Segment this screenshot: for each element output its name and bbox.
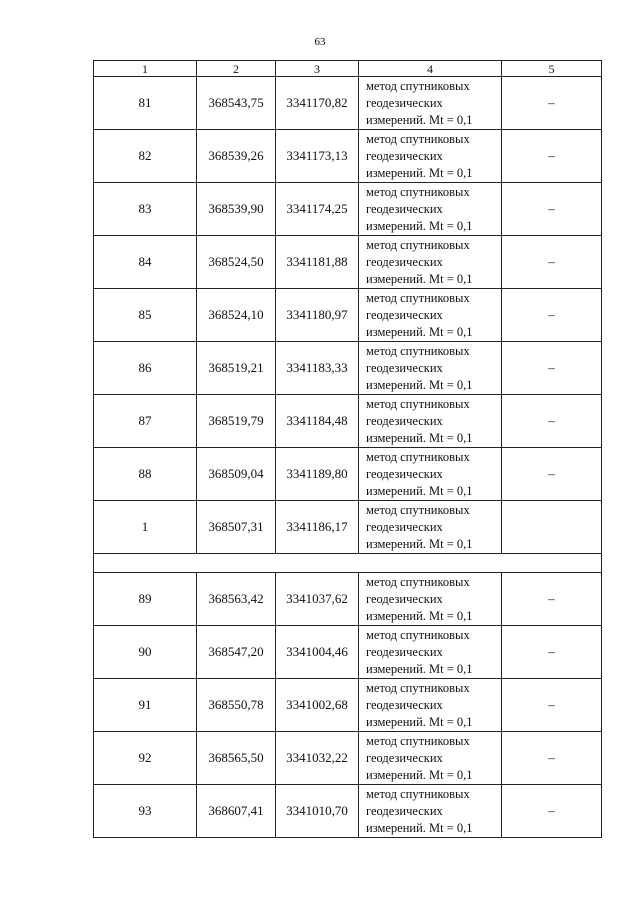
column-header: 3 xyxy=(276,61,359,77)
point-number-cell: 84 xyxy=(94,236,197,289)
method-text-line: измерений. Mt = 0,1 xyxy=(366,377,473,392)
coordinates-table xyxy=(93,60,602,838)
method-text-line: метод спутниковых xyxy=(366,78,470,93)
method-text-line: измерений. Mt = 0,1 xyxy=(366,218,473,233)
x-coordinate-cell: 368509,04 xyxy=(197,448,276,501)
method-text-line: геодезических xyxy=(366,254,443,269)
method-text-line: метод спутниковых xyxy=(366,131,470,146)
method-text-line: измерений. Mt = 0,1 xyxy=(366,820,473,835)
x-coordinate-cell: 368547,20 xyxy=(197,626,276,679)
separator-cell xyxy=(94,554,602,573)
method-text-line: метод спутниковых xyxy=(366,786,470,801)
note-cell: – xyxy=(502,236,602,289)
table-row xyxy=(94,732,602,785)
method-cell xyxy=(359,785,502,838)
method-text-line: геодезических xyxy=(366,307,443,322)
note-cell: – xyxy=(502,732,602,785)
table-row xyxy=(94,342,602,395)
point-number-cell: 87 xyxy=(94,395,197,448)
x-coordinate-cell: 368543,75 xyxy=(197,77,276,130)
y-coordinate-cell: 3341180,97 xyxy=(276,289,359,342)
point-number-cell: 88 xyxy=(94,448,197,501)
method-text-line: метод спутниковых xyxy=(366,237,470,252)
method-text-line: измерений. Mt = 0,1 xyxy=(366,430,473,445)
method-text-line: измерений. Mt = 0,1 xyxy=(366,324,473,339)
note-cell: – xyxy=(502,679,602,732)
note-cell: – xyxy=(502,342,602,395)
method-cell xyxy=(359,342,502,395)
column-header: 4 xyxy=(359,61,502,77)
note-cell: – xyxy=(502,626,602,679)
point-number-cell: 83 xyxy=(94,183,197,236)
y-coordinate-cell: 3341170,82 xyxy=(276,77,359,130)
method-text-line: геодезических xyxy=(366,95,443,110)
point-number-cell: 92 xyxy=(94,732,197,785)
method-text-line: измерений. Mt = 0,1 xyxy=(366,271,473,286)
point-number-cell: 81 xyxy=(94,77,197,130)
method-text-line: геодезических xyxy=(366,697,443,712)
note-cell: – xyxy=(502,77,602,130)
x-coordinate-cell: 368565,50 xyxy=(197,732,276,785)
method-text-line: измерений. Mt = 0,1 xyxy=(366,714,473,729)
table-row xyxy=(94,501,602,554)
method-text-line: геодезических xyxy=(366,148,443,163)
point-number-cell: 91 xyxy=(94,679,197,732)
table-row xyxy=(94,236,602,289)
note-cell xyxy=(502,501,602,554)
table-row xyxy=(94,679,602,732)
method-text-line: геодезических xyxy=(366,466,443,481)
table-row xyxy=(94,130,602,183)
method-cell xyxy=(359,395,502,448)
method-text-line: метод спутниковых xyxy=(366,574,470,589)
method-text-line: метод спутниковых xyxy=(366,449,470,464)
method-text-line: геодезических xyxy=(366,201,443,216)
y-coordinate-cell: 3341186,17 xyxy=(276,501,359,554)
method-cell xyxy=(359,77,502,130)
method-cell xyxy=(359,732,502,785)
x-coordinate-cell: 368563,42 xyxy=(197,573,276,626)
y-coordinate-cell: 3341032,22 xyxy=(276,732,359,785)
table-row xyxy=(94,183,602,236)
method-text-line: измерений. Mt = 0,1 xyxy=(366,483,473,498)
y-coordinate-cell: 3341189,80 xyxy=(276,448,359,501)
table-row xyxy=(94,448,602,501)
point-number-cell: 90 xyxy=(94,626,197,679)
method-text-line: измерений. Mt = 0,1 xyxy=(366,661,473,676)
method-text-line: геодезических xyxy=(366,803,443,818)
column-header: 5 xyxy=(502,61,602,77)
y-coordinate-cell: 3341183,33 xyxy=(276,342,359,395)
method-cell xyxy=(359,626,502,679)
method-text-line: измерений. Mt = 0,1 xyxy=(366,767,473,782)
method-cell xyxy=(359,130,502,183)
point-number-cell: 86 xyxy=(94,342,197,395)
y-coordinate-cell: 3341002,68 xyxy=(276,679,359,732)
method-text-line: геодезических xyxy=(366,413,443,428)
method-text-line: геодезических xyxy=(366,519,443,534)
note-cell: – xyxy=(502,448,602,501)
x-coordinate-cell: 368507,31 xyxy=(197,501,276,554)
column-header: 1 xyxy=(94,61,197,77)
table-row xyxy=(94,785,602,838)
y-coordinate-cell: 3341010,70 xyxy=(276,785,359,838)
method-text-line: измерений. Mt = 0,1 xyxy=(366,608,473,623)
method-text-line: измерений. Mt = 0,1 xyxy=(366,165,473,180)
table-row xyxy=(94,573,602,626)
note-cell: – xyxy=(502,130,602,183)
method-text-line: метод спутниковых xyxy=(366,680,470,695)
note-cell: – xyxy=(502,573,602,626)
y-coordinate-cell: 3341004,46 xyxy=(276,626,359,679)
x-coordinate-cell: 368524,10 xyxy=(197,289,276,342)
separator-row xyxy=(94,554,602,573)
x-coordinate-cell: 368539,26 xyxy=(197,130,276,183)
x-coordinate-cell: 368607,41 xyxy=(197,785,276,838)
point-number-cell: 82 xyxy=(94,130,197,183)
method-text-line: метод спутниковых xyxy=(366,502,470,517)
method-cell xyxy=(359,679,502,732)
page-number: 63 xyxy=(314,36,326,48)
x-coordinate-cell: 368524,50 xyxy=(197,236,276,289)
y-coordinate-cell: 3341184,48 xyxy=(276,395,359,448)
table-header-row xyxy=(94,61,602,77)
point-number-cell: 93 xyxy=(94,785,197,838)
y-coordinate-cell: 3341037,62 xyxy=(276,573,359,626)
y-coordinate-cell: 3341174,25 xyxy=(276,183,359,236)
y-coordinate-cell: 3341173,13 xyxy=(276,130,359,183)
table-row xyxy=(94,626,602,679)
method-cell xyxy=(359,289,502,342)
method-cell xyxy=(359,183,502,236)
point-number-cell: 89 xyxy=(94,573,197,626)
method-text-line: метод спутниковых xyxy=(366,343,470,358)
table-row xyxy=(94,289,602,342)
method-text-line: метод спутниковых xyxy=(366,290,470,305)
table-row xyxy=(94,77,602,130)
method-text-line: метод спутниковых xyxy=(366,627,470,642)
note-cell: – xyxy=(502,785,602,838)
table-row xyxy=(94,395,602,448)
x-coordinate-cell: 368519,79 xyxy=(197,395,276,448)
method-cell xyxy=(359,236,502,289)
point-number-cell: 85 xyxy=(94,289,197,342)
method-text-line: геодезических xyxy=(366,591,443,606)
point-number-cell: 1 xyxy=(94,501,197,554)
method-text-line: метод спутниковых xyxy=(366,184,470,199)
note-cell: – xyxy=(502,395,602,448)
method-cell xyxy=(359,573,502,626)
column-header: 2 xyxy=(197,61,276,77)
method-cell xyxy=(359,448,502,501)
method-text-line: геодезических xyxy=(366,360,443,375)
method-text-line: измерений. Mt = 0,1 xyxy=(366,536,473,551)
method-text-line: измерений. Mt = 0,1 xyxy=(366,112,473,127)
method-cell xyxy=(359,501,502,554)
x-coordinate-cell: 368539,90 xyxy=(197,183,276,236)
method-text-line: метод спутниковых xyxy=(366,733,470,748)
x-coordinate-cell: 368519,21 xyxy=(197,342,276,395)
x-coordinate-cell: 368550,78 xyxy=(197,679,276,732)
method-text-line: геодезических xyxy=(366,750,443,765)
method-text-line: геодезических xyxy=(366,644,443,659)
method-text-line: метод спутниковых xyxy=(366,396,470,411)
note-cell: – xyxy=(502,289,602,342)
note-cell: – xyxy=(502,183,602,236)
y-coordinate-cell: 3341181,88 xyxy=(276,236,359,289)
